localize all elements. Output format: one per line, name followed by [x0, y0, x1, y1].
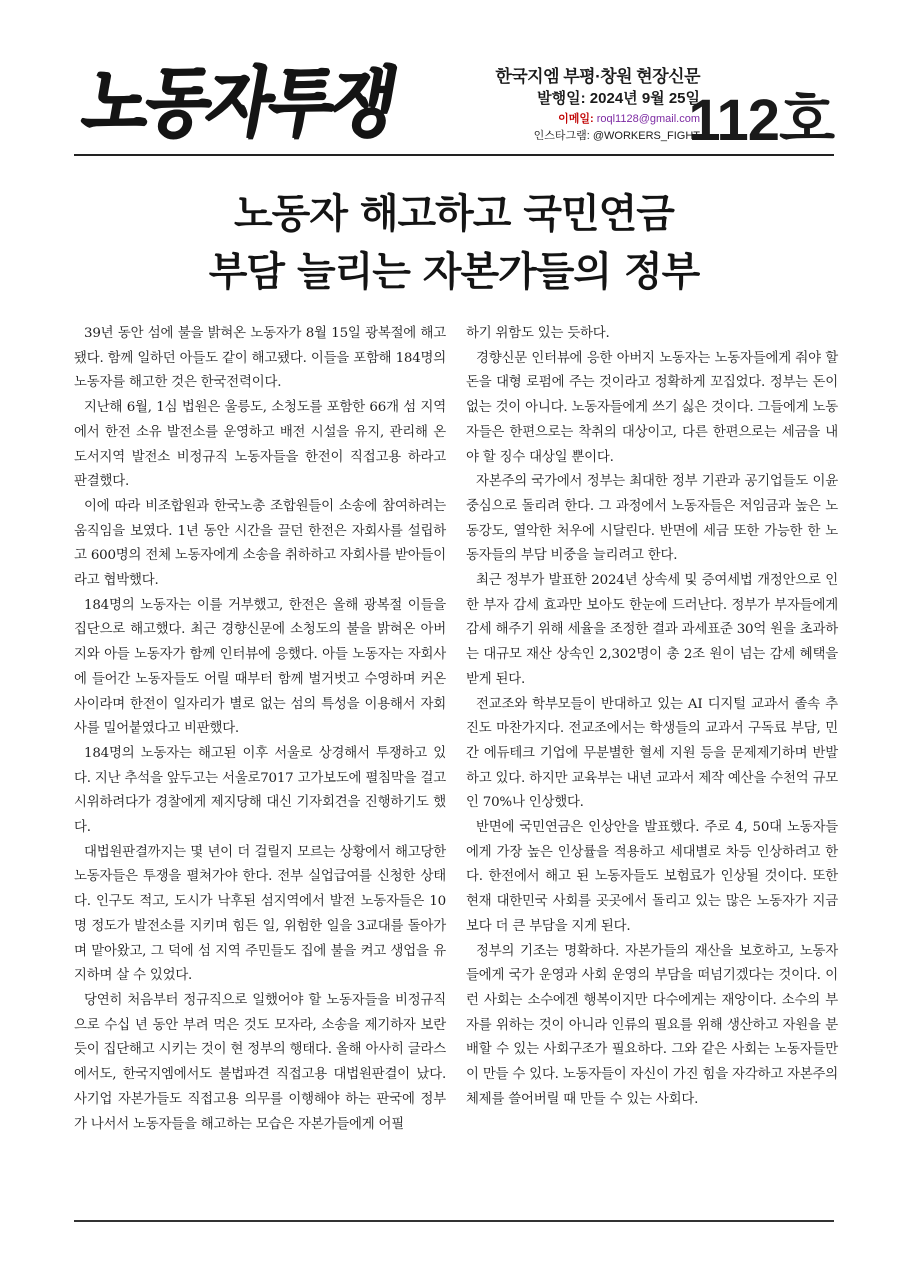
email-label: 이메일:: [558, 113, 594, 125]
paragraph-continued: 하기 위함도 있는 듯하다.: [466, 326, 610, 341]
newspaper-logo: 노동자투쟁: [76, 59, 401, 148]
article-column-right: [466, 322, 838, 1113]
headline-line-2: 부담 늘리는 자본가들의 정부: [208, 249, 700, 295]
issue-number: 112호: [688, 88, 834, 153]
paragraph: 최근 정부가 발표한 2024년 상속세 및 증여세법 개정안으로 인한 부자 감세 효과만 보아도 한눈에 드러난다. 정부가 부자들에게 감세 해주기 위해 세율을 조정한 결과 과세표준 30억 원을 초과하는 대규모 재산 상속인 2,302명이 총 2조 원이 넘는 감세 혜택을 받게 된다.: [466, 573, 838, 687]
instagram-handle: 인스타그램: @WORKERS_FIGHT: [533, 130, 700, 142]
paragraph: 대법원판결까지는 몇 년이 더 걸릴지 모르는 상황에서 해고당한 노동자들은 투쟁을 펼쳐가야 한다. 전부 실업급여를 신청한 상태다. 인구도 적고, 도시가 낙후된 섬지역에서 발전 노동자들은 10명 정도가 발전소를 지키며 힘든 일, 위험한 일을 3교대를 돌아가며 맡아왔고, 그 덕에 섬 지역 주민들도 집에 불을 켜고 생업을 유지하며 살 수 있었다.: [74, 844, 446, 984]
headline: [74, 185, 834, 301]
paragraph: 이에 따라 비조합원과 한국노총 조합원들이 소송에 참여하려는 움직임을 보였다. 1년 동안 시간을 끌던 한전은 자회사를 설립하고 600명의 전체 노동자에게 소송을 취하하고 자회사를 받아들이라고 협박했다.: [74, 498, 446, 589]
paragraph: 반면에 국민연금은 인상안을 발표했다. 주로 4, 50대 노동자들에게 가장 높은 인상률을 적용하고 세대별로 차등 인상하려고 한다. 한전에서 해고 된 노동자들도 보험료가 인상될 것이다. 또한 현재 대한민국 사회를 곳곳에서 돌리고 있는 많은 노동자가 지금보다 더 큰 부담을 지게 된다.: [466, 820, 838, 934]
paragraph: 39년 동안 섬에 불을 밝혀온 노동자가 8월 15일 광복절에 해고됐다. 함께 일하던 아들도 같이 해고됐다. 이들을 포함해 184명의 노동자를 해고한 것은 한국전력이다.: [74, 326, 446, 391]
masthead-divider: [74, 154, 834, 156]
paragraph: 184명의 노동자는 이를 거부했고, 한전은 올해 광복절 이들을 집단으로 해고했다. 최근 경향신문에 소청도의 불을 밝혀온 아버지와 아들 노동자가 함께 인터뷰에 응했다. 아들 노동자는 자회사에 들어간 노동자들도 어릴 때부터 함께 벌거벗고 수영하며 커온 사이라며 한전이 일자리가 별로 없는 섬의 특성을 이용해서 자회사를 밀어붙였다고 비판했다.: [74, 597, 446, 737]
article-column-left: [74, 322, 446, 1137]
email-address[interactable]: roql1128@gmail.com: [596, 113, 700, 125]
paragraph: 지난해 6월, 1심 법원은 울릉도, 소청도를 포함한 66개 섬 지역에서 한전 소유 발전소를 운영하고 배전 시설을 유지, 관리해 온 도서지역 발전소 비정규직 노동자들을 한전이 직접고용 하라고 판결했다.: [74, 400, 446, 490]
email-line: [470, 110, 700, 128]
paragraph: 전교조와 학부모들이 반대하고 있는 AI 디지털 교과서 졸속 추진도 마찬가지다. 전교조에서는 학생들의 교과서 구독료 부담, 민간 에듀테크 기업에 무분별한 혈세 지원 등을 문제제기하며 반발하고 있다. 하지만 교육부는 내년 교과서 제작 예산을 수천억 규모인 70%나 인상했다.: [466, 696, 838, 811]
paragraph: 정부의 기조는 명확하다. 자본가들의 재산을 보호하고, 노동자들에게 국가 운영과 사회 운영의 부담을 떠넘기겠다는 것이다. 이런 사회는 소수에겐 행복이지만 다수에게는 재앙이다. 소수의 부자를 위하는 것이 아니라 인류의 필요를 위해 생산하고 자원을 분배할 수 있는 사회구조가 필요하다. 그와 같은 사회는 노동자들만이 만들 수 있다. 노동자들이 자신이 가진 힘을 자각하고 자본주의 체제를 쓸어버릴 때 만들 수 있는 사회다.: [466, 943, 838, 1107]
paragraph: 당연히 처음부터 정규직으로 일했어야 할 노동자들을 비정규직으로 수십 년 동안 부려 먹은 것도 모자라, 소송을 제기하자 보란 듯이 집단해고 시키는 것이 현 정부의 행태다. 올해 아사히 글라스에서도, 한국지엠에서도 불법파견 직접고용 대법원판결이 났다. 사기업 자본가들도 직접고용 의무를 이행해야 하는 판국에 정부가 나서서 노동자들을 해고하는 모습은 자본가들에게 어필: [74, 992, 446, 1132]
publication-info: [470, 66, 700, 144]
publication-name: 한국지엠 부평·창원 현장신문: [495, 67, 700, 86]
issue-date: 발행일: 2024년 9월 25일: [537, 90, 700, 107]
footer-divider: [74, 1220, 834, 1222]
paragraph: 자본주의 국가에서 정부는 최대한 정부 기관과 공기업들도 이윤 중심으로 돌리려 한다. 그 과정에서 노동자들은 저임금과 높은 노동강도, 열악한 처우에 시달린다. 반면에 세금 또한 가능한 한 노동자들의 부담 비중을 늘리려고 한다.: [466, 474, 838, 564]
headline-line-1: 노동자 해고하고 국민연금: [234, 191, 674, 237]
paragraph: 184명의 노동자는 해고된 이후 서울로 상경해서 투쟁하고 있다. 지난 추석을 앞두고는 서울로7017 고가보도에 펼침막을 걸고 시위하려다가 경찰에게 제지당해 대신 기자회견을 진행하기도 했다.: [74, 745, 446, 836]
paragraph: 경향신문 인터뷰에 응한 아버지 노동자는 노동자들에게 줘야 할 돈을 대형 로펌에 주는 것이라고 정확하게 꼬집었다. 정부는 돈이 없는 것이 아니다. 노동자들에게 쓰기 싫은 것이다. 그들에게 노동자들은 한편으로는 착취의 대상이고, 다른 한편으로는 세금을 내야 할 징수 대상일 뿐이다.: [466, 350, 838, 465]
masthead: [74, 58, 834, 154]
